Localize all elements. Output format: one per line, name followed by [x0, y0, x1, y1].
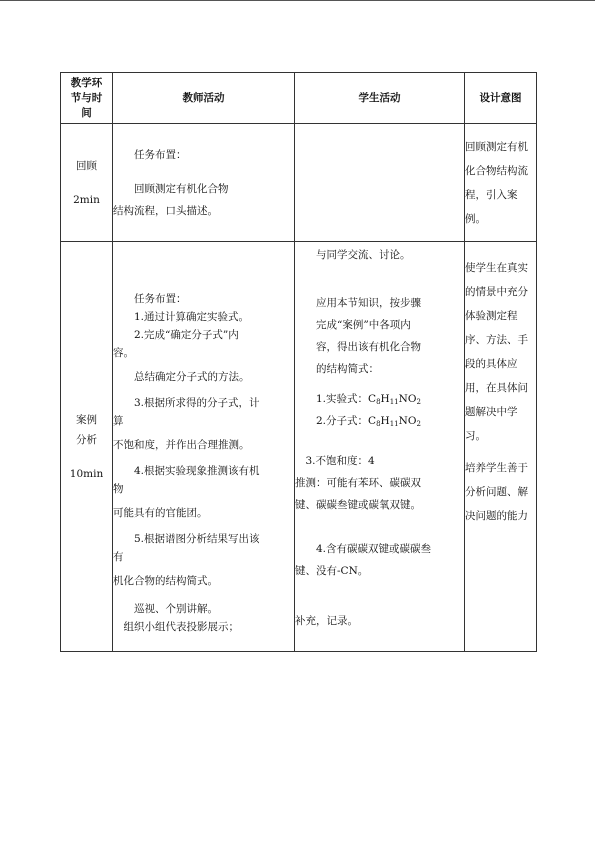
review-stage-cell: 回顾 2min [61, 124, 113, 242]
case-stage-cell: 案例 分析 10min [61, 242, 113, 652]
header-row [61, 73, 537, 124]
row-review [61, 124, 537, 242]
case-student-cell: 与同学交流、讨论。 应用本节知识，按步骤 完成“案例”中各项内 容，得出该有机化合物 的结构简式： 1.实验式：$C_8H_{11}NO_2$ 2.分子式：$C_8H_{11}NO_2$ 3.不饱和度：4 推测：可能有苯环、碳碳双 键、碳碳叁键或碳氧双键。 4.含有碳碳双键或碳碳叁 键、没有-CN。 补充，记录。 [295, 242, 465, 652]
case-teacher-cell: 任务布置： 1.通过计算确定实验式。 2.完成“确定分子式”内 容。 总结确定分子式的方法。 3.根据所求得的分子式，计 算 不饱和度，并作出合理推测。 4.根据实验现象推测该有机 物 可能具有的官能团。 5.根据谱图分析结果写出该 有 机化合物的结构简式。 巡视、个别讲解。 组织小组代表投影展示； [113, 242, 295, 652]
header-teacher: 教师活动 [113, 73, 295, 124]
row-case-analysis [61, 242, 537, 652]
molecular-formula: 2.分子式：$C_8H_{11}NO_2$ [316, 415, 421, 428]
top-rule [0, 0, 595, 1]
review-teacher-cell: 任务布置： 回顾测定有机化合物 结构流程，口头描述。 [113, 124, 295, 242]
review-student-cell [295, 124, 465, 242]
case-intent-cell: 使学生在真实的情景中充分体验测定程序、方法、手段的具体应用，在具体问题解决中学习。 培养学生善于分析问题、解决问题的能力 [465, 242, 537, 652]
lesson-plan-table [60, 72, 537, 652]
header-student: 学生活动 [295, 73, 465, 124]
review-intent-cell: 回顾测定有机化合物结构流程，引入案例。 [465, 124, 537, 242]
header-stage: 教学环 节与时 间 [61, 73, 113, 124]
header-intent: 设计意图 [465, 73, 537, 124]
empirical-formula: 1.实验式：$C_8H_{11}NO_2$ [316, 393, 421, 406]
